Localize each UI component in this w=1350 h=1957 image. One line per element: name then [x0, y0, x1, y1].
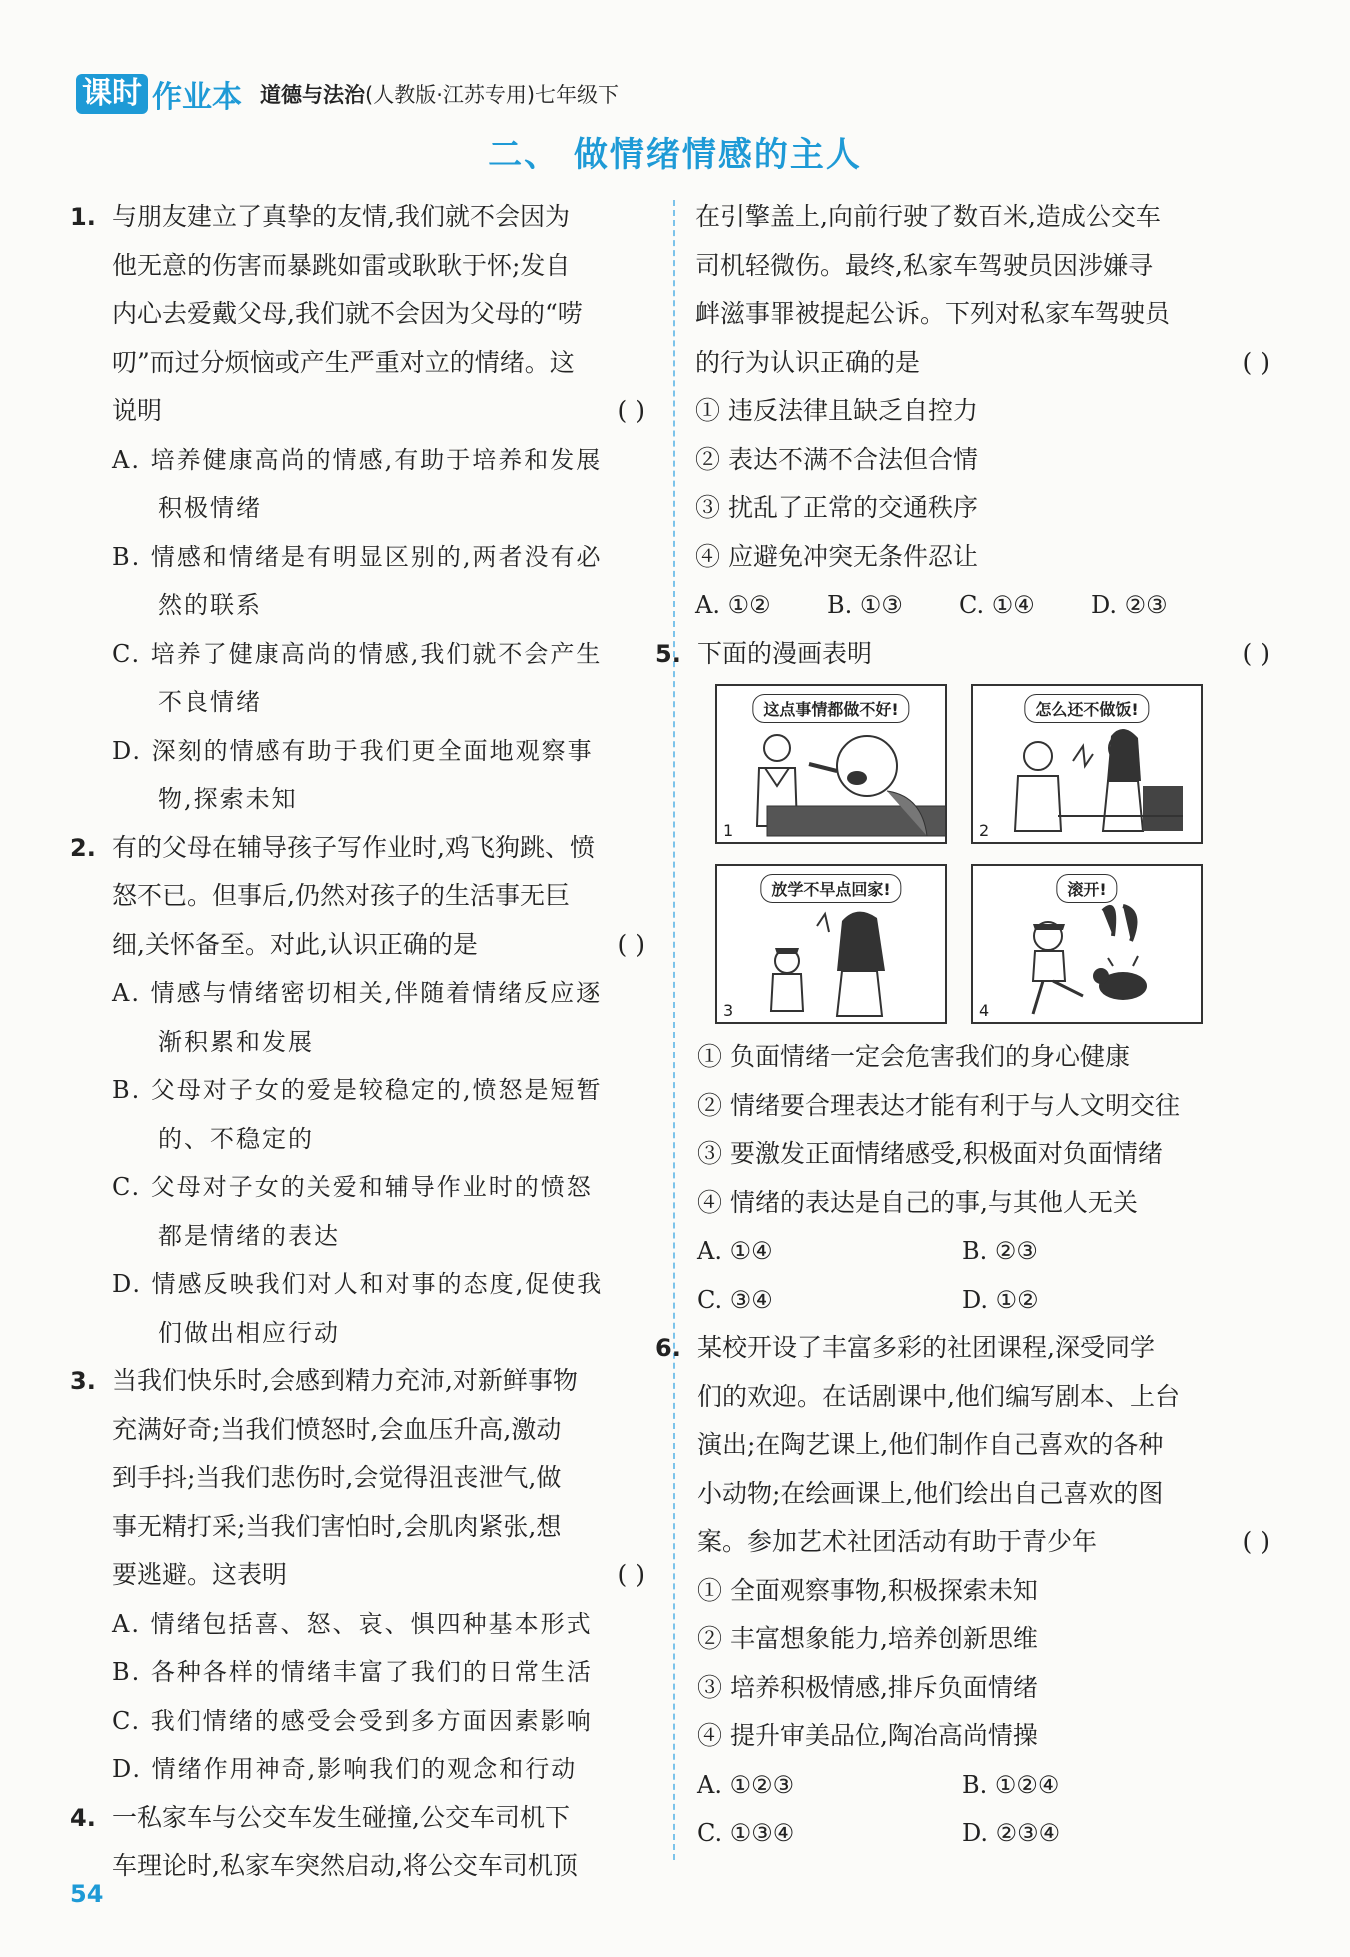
- statement-item: ④ 提升审美品位,陶冶高尚情操: [697, 1721, 1038, 1750]
- panel-number: 2: [979, 821, 990, 840]
- left-column: [70, 193, 645, 1891]
- question-stem-line: 车理论时,私家车突然启动,将公交车司机顶: [112, 1851, 578, 1880]
- choice-d: D. ②③: [1091, 591, 1168, 619]
- question-stem-line: 叨”而过分烦恼或产生严重对立的情绪。这: [112, 347, 575, 377]
- option-d-cont: 们做出相应行动: [158, 1318, 340, 1347]
- question-stem-line: 们的欢迎。在话剧课中,他们编写剧本、上台: [697, 1381, 1180, 1411]
- statement-item: ② 情绪要合理表达才能有利于与人文明交往: [697, 1090, 1180, 1120]
- comic-strip: [715, 684, 1270, 1029]
- choice-d: D. ①②: [962, 1285, 1039, 1314]
- question-stem-line: 5. 下面的漫画表明 ( ): [655, 630, 1270, 679]
- brand-logo-box: 课时: [76, 74, 148, 114]
- answer-choices: [655, 1276, 1270, 1325]
- question-stem-line: 内心去爱戴父母,我们就不会因为父母的“唠: [112, 299, 583, 328]
- option-a: A. 情感与情绪密切相关,伴随着情绪反应逐: [112, 979, 603, 1007]
- statement-item: ④ 应避免冲突无条件忍让: [695, 541, 978, 571]
- page-header: [76, 74, 619, 114]
- option-c: C. 父母对子女的关爱和辅导作业时的愤怒: [112, 1173, 593, 1201]
- question-stem-line: 3. 当我们快乐时,会感到精力充沛,对新鲜事物: [70, 1357, 645, 1406]
- option-c: C. 培养了健康高尚的情感,我们就不会产生: [112, 639, 603, 668]
- question-4-cont: [695, 193, 1270, 630]
- answer-choices: [655, 1761, 1270, 1810]
- statement-item: ① 违反法律且缺乏自控力: [695, 396, 978, 425]
- answer-choices: [695, 581, 1270, 630]
- statement-item: ② 表达不满不合法但合情: [695, 444, 978, 474]
- speech-bubble: 怎么还不做饭!: [1024, 694, 1149, 723]
- option-a: A. 情绪包括喜、怒、哀、惧四种基本形式: [112, 1609, 593, 1638]
- option-a: A. 培养健康高尚的情感,有助于培养和发展: [112, 445, 603, 474]
- option-c-cont: 都是情绪的表达: [158, 1221, 340, 1250]
- answer-choices: [655, 1227, 1270, 1276]
- answer-bracket: ( ): [1242, 638, 1270, 668]
- question-stem-line: 他无意的伤害而暴跳如雷或耿耿于怀;发自: [112, 250, 571, 280]
- speech-bubble: 滚开!: [1056, 874, 1117, 903]
- answer-bracket: ( ): [1242, 1527, 1270, 1556]
- statement-item: ① 负面情绪一定会危害我们的身心健康: [697, 1042, 1130, 1071]
- question-stem-line: 6. 某校开设了丰富多彩的社团课程,深受同学: [655, 1324, 1270, 1373]
- question-3: [70, 1357, 645, 1794]
- choice-b: B. ①③: [827, 591, 903, 619]
- question-number: 6.: [655, 1334, 681, 1362]
- question-number: 4.: [70, 1803, 96, 1832]
- option-c: C. 我们情绪的感受会受到多方面因素影响: [112, 1706, 593, 1735]
- choice-a: A. ①④: [697, 1237, 773, 1265]
- question-number: 3.: [70, 1367, 96, 1395]
- choice-b: B. ①②④: [962, 1770, 1060, 1799]
- question-number: 5.: [655, 639, 681, 668]
- comic-panel-1: [715, 684, 947, 844]
- comic-panel-2: [971, 684, 1203, 844]
- choice-a: A. ①②③: [697, 1770, 795, 1799]
- question-number: 1.: [70, 203, 96, 231]
- question-stem-line: 演出;在陶艺课上,他们制作自己喜欢的各种: [697, 1430, 1164, 1459]
- question-stem-line: 1. 与朋友建立了真挚的友情,我们就不会因为: [70, 193, 645, 242]
- question-stem-line: 充满好奇;当我们愤怒时,会血压升高,激动: [112, 1414, 562, 1444]
- panel-number: 3: [723, 1001, 734, 1020]
- question-stem-line: 在引擎盖上,向前行驶了数百米,造成公交车: [695, 202, 1161, 231]
- question-stem-line: 说明 ( ): [70, 387, 645, 436]
- question-stem-line: 2. 有的父母在辅导孩子写作业时,鸡飞狗跳、愤: [70, 824, 645, 873]
- speech-bubble: 放学不早点回家!: [760, 874, 901, 903]
- comic-panel-3: [715, 864, 947, 1024]
- panel-number: 4: [979, 1001, 990, 1020]
- statement-item: ③ 要激发正面情绪感受,积极面对负面情绪: [697, 1139, 1163, 1168]
- question-stem-line: 要逃避。这表明 ( ): [70, 1551, 645, 1600]
- option-b-cont: 的、不稳定的: [158, 1124, 314, 1153]
- answer-bracket: ( ): [617, 929, 645, 959]
- question-stem-line: 4. 一私家车与公交车发生碰撞,公交车司机下: [70, 1794, 645, 1843]
- answer-choices: [655, 1809, 1270, 1858]
- option-d: D. 情感反映我们对人和对事的态度,促使我: [112, 1270, 604, 1298]
- question-stem-line: 司机轻微伤。最终,私家车驾驶员因涉嫌寻: [695, 250, 1153, 280]
- question-stem-line: 事无精打采;当我们害怕时,会肌肉紧张,想: [112, 1511, 562, 1541]
- statement-item: ② 丰富想象能力,培养创新思维: [697, 1624, 1038, 1653]
- question-2: [70, 824, 645, 1358]
- statement-item: ① 全面观察事物,积极探索未知: [697, 1575, 1038, 1605]
- question-5: [655, 630, 1270, 1325]
- question-stem-line: 细,关怀备至。对此,认识正确的是 ( ): [70, 921, 645, 970]
- question-stem-line: 小动物;在绘画课上,他们绘出自己喜欢的图: [697, 1478, 1164, 1508]
- choice-d: D. ②③④: [962, 1819, 1061, 1847]
- option-d-cont: 物,探索未知: [158, 785, 298, 813]
- statement-item: ④ 情绪的表达是自己的事,与其他人无关: [697, 1187, 1138, 1217]
- choice-c: C. ①③④: [697, 1819, 795, 1847]
- option-c-cont: 不良情绪: [158, 688, 262, 716]
- option-b: B. 各种各样的情绪丰富了我们的日常生活: [112, 1658, 593, 1686]
- section-title: 二、 做情绪情感的主人: [488, 135, 862, 175]
- answer-bracket: ( ): [617, 1560, 645, 1589]
- edition-text: (人教版·江苏专用)七年级下: [365, 83, 620, 107]
- question-stem-line: 的行为认识正确的是 ( ): [695, 339, 1270, 388]
- subject-name: 道德与法治: [260, 83, 365, 107]
- question-6: [655, 1324, 1270, 1858]
- choice-c: C. ①④: [959, 591, 1035, 619]
- choice-a: A. ①②: [695, 591, 771, 619]
- comic-panel-4: [971, 864, 1203, 1024]
- question-4-start: [70, 1794, 645, 1891]
- question-number: 2.: [70, 833, 96, 862]
- choice-b: B. ②③: [962, 1237, 1038, 1265]
- question-stem-line: 怒不已。但事后,仍然对孩子的生活事无巨: [112, 881, 570, 910]
- brand-logo-text: 作业本: [152, 80, 242, 115]
- right-column: [655, 193, 1270, 1858]
- option-b-cont: 然的联系: [158, 591, 262, 619]
- statement-item: ③ 扰乱了正常的交通秩序: [695, 493, 978, 522]
- speech-bubble: 这点事情都做不好!: [752, 694, 909, 723]
- option-a-cont: 积极情绪: [158, 494, 262, 522]
- question-stem-line: 衅滋事罪被提起公诉。下列对私家车驾驶员: [695, 299, 1171, 328]
- question-stem-line: 到手抖;当我们悲伤时,会觉得沮丧泄气,做: [112, 1463, 562, 1492]
- answer-bracket: ( ): [1242, 347, 1270, 377]
- option-d: D. 深刻的情感有助于我们更全面地观察事: [112, 736, 594, 765]
- option-b: B. 父母对子女的爱是较稳定的,愤怒是短暂: [112, 1076, 603, 1104]
- panel-number: 1: [723, 821, 734, 840]
- page-number: 54: [70, 1880, 104, 1908]
- option-d: D. 情绪作用神奇,影响我们的观念和行动: [112, 1755, 578, 1783]
- choice-c: C. ③④: [697, 1285, 773, 1314]
- option-a-cont: 渐积累和发展: [158, 1027, 314, 1056]
- answer-bracket: ( ): [617, 396, 645, 425]
- statement-item: ③ 培养积极情感,排斥负面情绪: [697, 1672, 1038, 1702]
- option-b: B. 情感和情绪是有明显区别的,两者没有必: [112, 542, 603, 571]
- question-stem-line: 案。参加艺术社团活动有助于青少年 ( ): [655, 1518, 1270, 1567]
- question-1: [70, 193, 645, 824]
